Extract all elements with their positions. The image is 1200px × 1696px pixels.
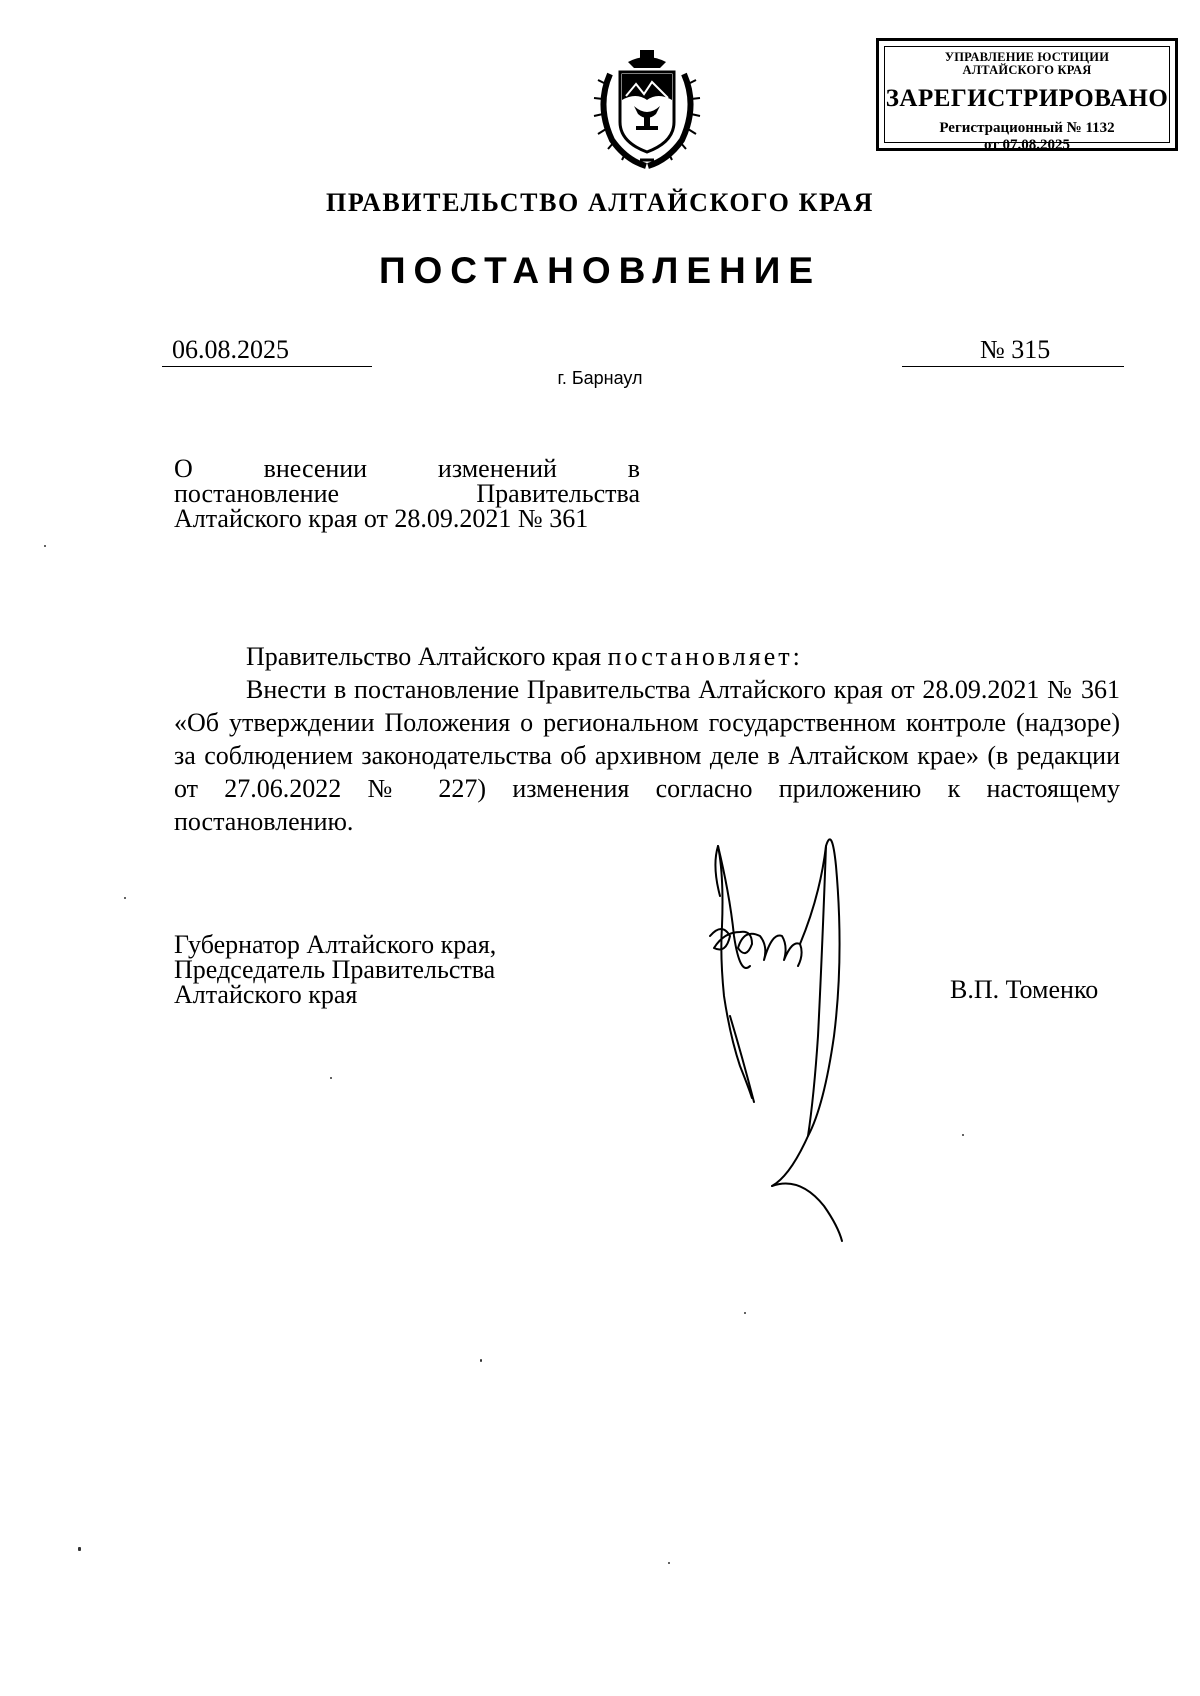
document-type: ПОСТАНОВЛЕНИЕ: [378, 250, 822, 291]
scan-speck: [78, 1547, 81, 1551]
stamp-inner-frame: [884, 46, 1170, 153]
scan-speck: [480, 1359, 482, 1362]
intro-verb: постановляет:: [607, 642, 803, 671]
intro-paragraph: [174, 640, 1120, 673]
document-date: 06.08.2025: [172, 335, 289, 364]
document-number: № 315: [980, 335, 1051, 364]
document-subject: [174, 456, 640, 531]
scan-speck: [330, 1077, 332, 1079]
subject-line1: О внесении изменений в: [174, 454, 640, 483]
intro-text: Правительство Алтайского края: [246, 642, 602, 671]
stamp-status: ЗАРЕГИСТРИРОВАНО: [885, 85, 1169, 112]
stamp-org-line1: УПРАВЛЕНИЕ ЮСТИЦИИ: [944, 50, 1110, 64]
stamp-reg-number: Регистрационный № 1132: [939, 120, 1115, 136]
scan-speck: [124, 897, 126, 899]
signer-position-line2: Председатель Правительства: [174, 955, 496, 984]
stamp-registration: [885, 120, 1169, 154]
handwritten-signature: [700, 836, 860, 1246]
subject-line2: постановление Правительства: [174, 479, 640, 508]
document-body: [174, 640, 1120, 838]
scan-speck: [962, 1134, 964, 1136]
stamp-org-line2: АЛТАЙСКОГО КРАЯ: [962, 63, 1092, 77]
scan-speck: [668, 1562, 670, 1564]
subject-line3: Алтайского края от 28.09.2021 № 361: [174, 504, 589, 533]
decree-paragraph: Внести в постановление Правительства Алтайского края от 28.09.2021 № 361 «Об утверждении Положения о региональном государственном контроле (надзоре) за соблюдением законодательства об архивном деле в Алтайском крае» (в редакции от 27.06.2022 № 227) изменения согласно приложению к настоящему постановлению.: [174, 675, 1120, 836]
city: г. Барнаул: [557, 368, 643, 388]
scan-speck: [44, 545, 46, 547]
stamp-organization: [885, 51, 1169, 77]
government-title: ПРАВИТЕЛЬСТВО АЛТАЙСКОГО КРАЯ: [326, 188, 874, 217]
registration-stamp: [876, 38, 1178, 151]
signer-position-line3: Алтайского края: [174, 980, 358, 1009]
signer-name: В.П. Томенко: [950, 975, 1099, 1004]
stamp-reg-date: от 07.08.2025: [984, 137, 1070, 153]
signer-position-line1: Губернатор Алтайского края,: [174, 930, 497, 959]
signer-position: [174, 932, 496, 1007]
scan-speck: [744, 1312, 746, 1314]
coat-of-arms-icon: [588, 44, 706, 172]
